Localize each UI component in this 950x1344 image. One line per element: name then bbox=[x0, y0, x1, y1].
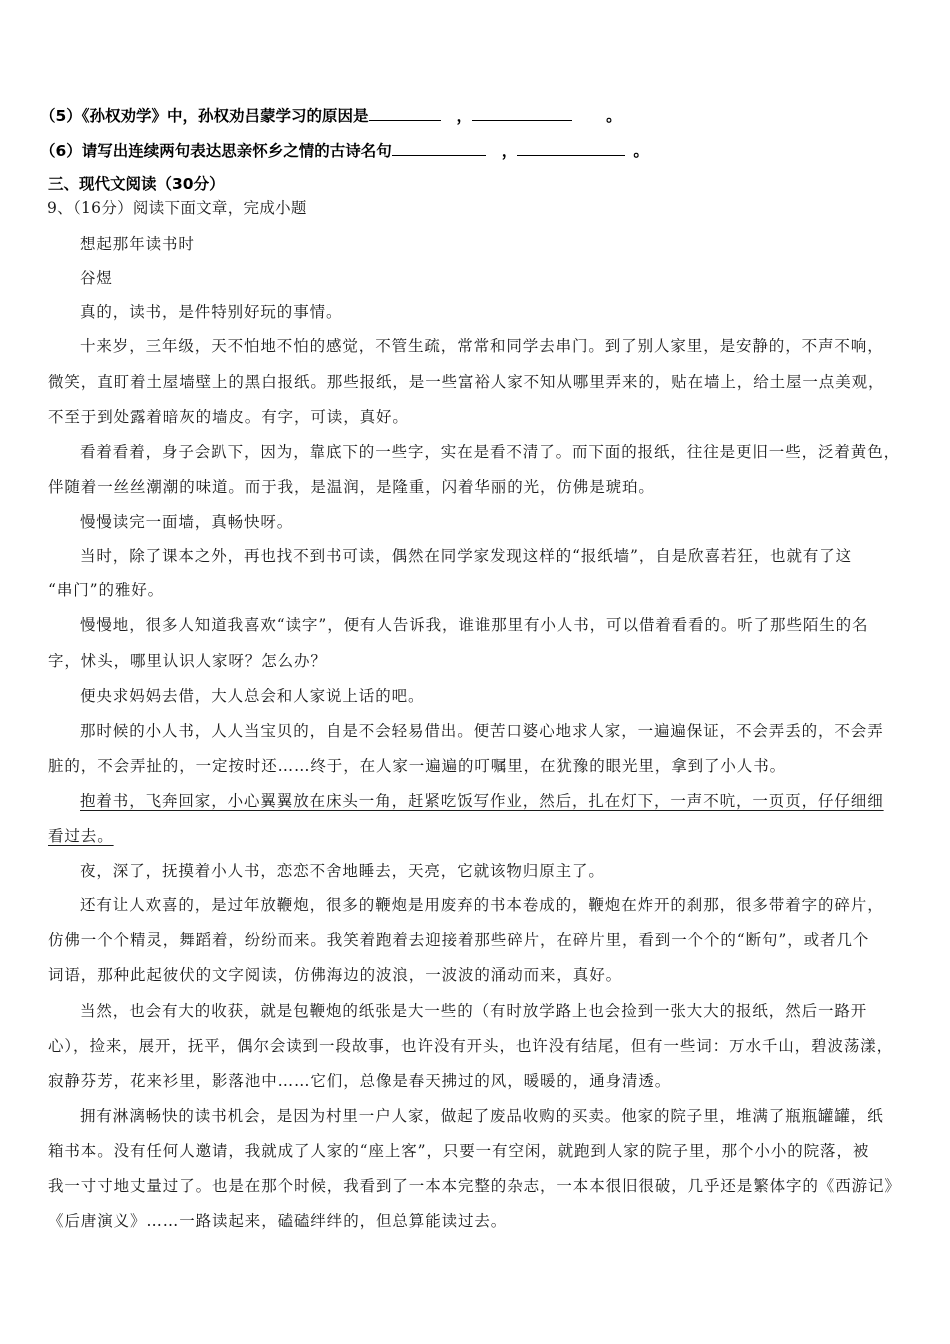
article-line: 伴随着一丝丝潮潮的味道。而于我，是温润，是隆重，闪着华丽的光，仿佛是琥珀。 bbox=[48, 478, 655, 496]
article-line: 十来岁，三年级，天不怕地不怕的感觉，不管生疏，常常和同学去串门。到了别人家里，是安静的，不声不响， bbox=[80, 337, 884, 355]
question-5-comma: ， bbox=[456, 107, 473, 125]
article-line: 词语，那种此起彼伏的文字阅读，仿佛海边的波浪，一波波的涌动而来，真好。 bbox=[48, 966, 623, 984]
article-line-underlined: 看过去。 bbox=[48, 827, 114, 845]
article-line: 便央求妈妈去借，大人总会和人家说上话的吧。 bbox=[80, 687, 425, 705]
article-title: 想起那年读书时 bbox=[80, 235, 195, 253]
question-5 bbox=[40, 104, 622, 126]
article-line: 拥有淋漓畅快的读书机会，是因为村里一户人家，做起了废品收购的买卖。他家的院子里，堆满了瓶瓶罐罐，纸 bbox=[80, 1107, 884, 1125]
section-heading: 三、现代文阅读（30分） bbox=[48, 175, 225, 193]
article-line: 字，怵头，哪里认识人家呀？怎么办？ bbox=[48, 652, 327, 670]
article-line-underlined: 抱着书，飞奔回家，小心翼翼放在床头一角，赶紧吃饭写作业，然后，扎在灯下，一声不吭，一页页，仔仔细细 bbox=[80, 792, 884, 810]
question-6 bbox=[40, 139, 649, 161]
article-line: 寂静芬芳，花来衫里，影落池中……它们，总像是春天拂过的风，暖暖的，通身清透。 bbox=[48, 1072, 672, 1090]
question-5-end: 。 bbox=[606, 107, 622, 125]
article-line: 慢慢地，很多人知道我喜欢“读字”，便有人告诉我，谁谁那里有小人书，可以借着看看的。听了那些陌生的名 bbox=[80, 616, 869, 634]
article-line: 心），捡来，展开，抚平，偶尔会读到一段故事，也许没有开头，也许没有结尾，但有一些词：万水千山，碧波荡漾， bbox=[48, 1037, 894, 1055]
article-line: 《后唐演义》……一路读起来，磕磕绊绊的，但总算能读过去。 bbox=[48, 1212, 508, 1230]
question-6-blank-2[interactable] bbox=[517, 141, 625, 156]
article-line: 微笑，直盯着土屋墙壁上的黑白报纸。那些报纸，是一些富裕人家不知从哪里弄来的，贴在墙上，给土屋一点美观， bbox=[48, 373, 885, 391]
article-line: 当然，也会有大的收获，就是包鞭炮的纸张是大一些的（有时放学路上也会捡到一张大大的报纸，然后一路开 bbox=[80, 1002, 868, 1020]
article-line: 箱书本。没有任何人邀请，我就成了人家的“座上客”，只要一有空闲，就跑到人家的院子里，那个小小的院落，被 bbox=[48, 1142, 870, 1160]
article-line: 那时候的小人书，人人当宝贝的，自是不会轻易借出。便苦口婆心地求人家，一遍遍保证，不会弄丢的，不会弄 bbox=[80, 722, 884, 740]
article-line: 慢慢读完一面墙，真畅快呀。 bbox=[80, 513, 294, 531]
article-line: 不至于到处露着暗灰的墙皮。有字，可读，真好。 bbox=[48, 408, 409, 426]
article-author: 谷煜 bbox=[80, 269, 113, 287]
article-line: 当时，除了课本之外，再也找不到书可读，偶然在同学家发现这样的“报纸墙”，自是欣喜若狂，也就有了这 bbox=[80, 547, 853, 565]
question-6-label: （6）请写出连续两句表达思亲怀乡之情的古诗名句 bbox=[40, 142, 392, 160]
question-6-blank-1[interactable] bbox=[392, 141, 486, 156]
article-line: 还有让人欢喜的，是过年放鞭炮，很多的鞭炮是用废弃的书本卷成的，鞭炮在炸开的刹那，很多带着字的碎片， bbox=[80, 896, 884, 914]
question-5-label: （5）《孙权劝学》中，孙权劝吕蒙学习的原因是 bbox=[40, 107, 369, 125]
article-line: 我一寸寸地丈量过了。也是在那个时候，我看到了一本本完整的杂志，一本本很旧很破，几乎还是繁体字的《西游记》 bbox=[48, 1177, 901, 1195]
article-line: 脏的，不会弄扯的，一定按时还……终于，在人家一遍遍的叮嘱里，在犹豫的眼光里，拿到了小人书。 bbox=[48, 757, 787, 775]
question-9-prompt: 9、（16分）阅读下面文章，完成小题 bbox=[47, 199, 307, 217]
article-line: “串门”的雅好。 bbox=[48, 581, 165, 599]
question-5-blank-1[interactable] bbox=[369, 106, 441, 121]
article-line: 真的，读书，是件特别好玩的事情。 bbox=[80, 303, 343, 321]
article-line: 仿佛一个个精灵，舞蹈着，纷纷而来。我笑着跑着去迎接着那些碎片，在碎片里，看到一个个的“断句”，或者几个 bbox=[48, 931, 870, 949]
question-6-end: 。 bbox=[633, 142, 649, 160]
article-line: 看着看着，身子会趴下，因为，靠底下的一些字，实在是看不清了。而下面的报纸，往往是更旧一些，泛着黄色， bbox=[80, 443, 901, 461]
question-6-comma: ， bbox=[501, 142, 518, 160]
question-5-blank-2[interactable] bbox=[472, 106, 572, 121]
article-line: 夜，深了，抚摸着小人书，恋恋不舍地睡去，天亮，它就该物归原主了。 bbox=[80, 862, 605, 880]
